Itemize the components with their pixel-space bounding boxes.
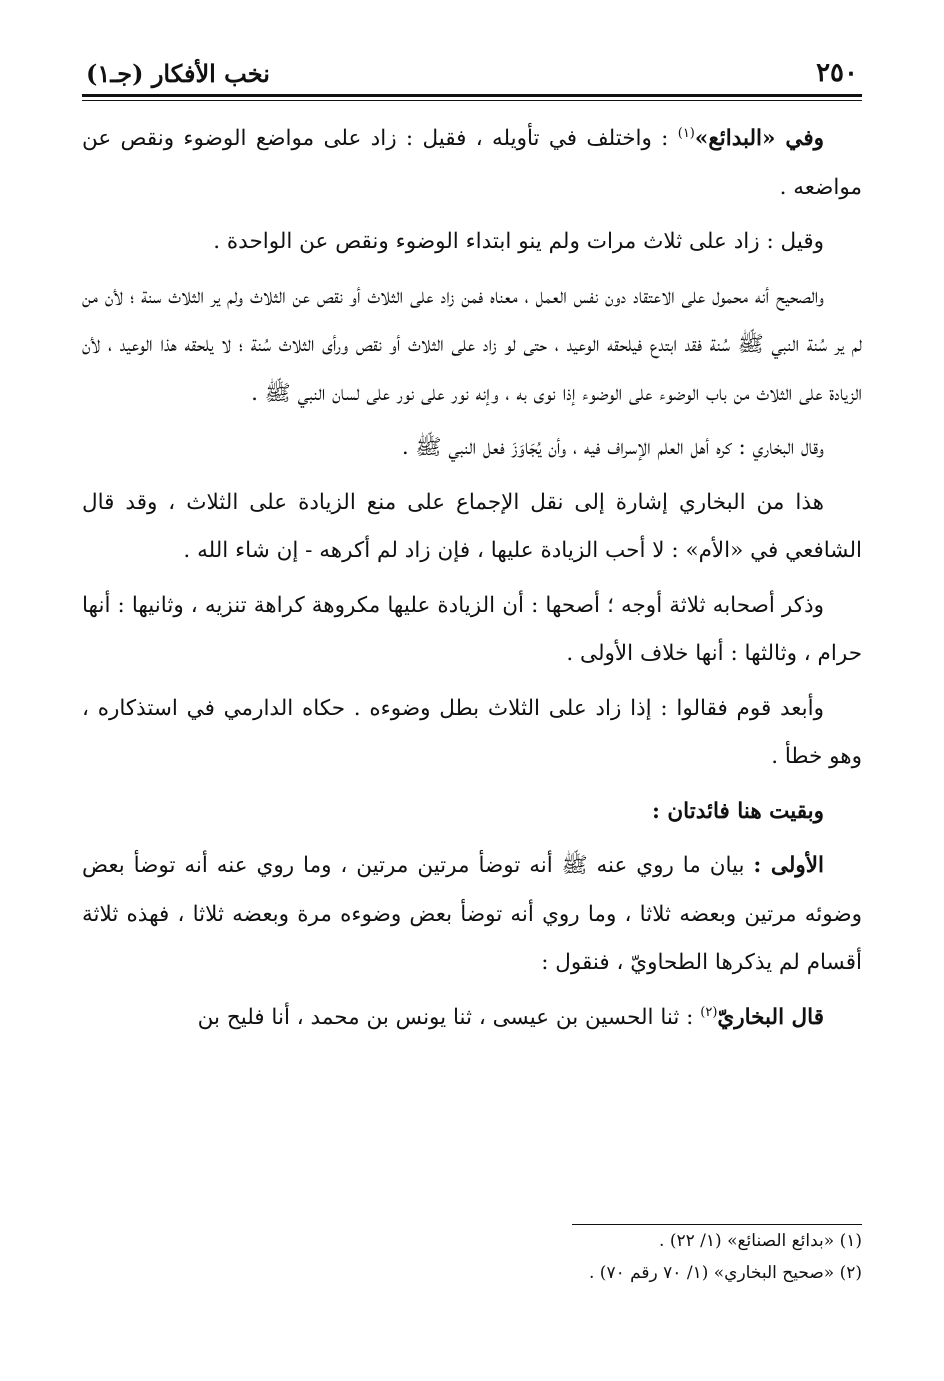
header-rule-thin <box>82 100 862 101</box>
paragraph-text: وقال البخاري : كره أهل العلم الإسراف فيه ، وأن يُجَاوَزَ فعل النبي ﷺ . <box>401 435 824 460</box>
footnote-1: (١) «بدائع الصنائع» (١/ ٢٢) . <box>659 1231 862 1251</box>
paragraph-awjuh <box>82 582 862 679</box>
paragraph-text: : ثنا الحسين بن عيسى ، ثنا يونس بن محمد ، أنا فليح بن <box>197 1004 701 1030</box>
footnotes <box>82 1224 862 1289</box>
paragraph-text: وقيل : زاد على ثلاث مرات ولم ينو ابتداء الوضوء ونقص عن الواحدة . <box>213 229 824 254</box>
paragraph-abad <box>82 685 862 782</box>
paragraph-text: بيان ما روي عنه ﷺ أنه توضأ مرتين مرتين ، وما روي عنه أنه توضأ بعض وضوئه مرتين وبعضه ثلاثا ، وما روي أنه توضأ بعض وضوءه مرة وبعضه ثلاثا ، فهذه ثلاثة أقسام لم يذكرها الطحاويّ ، فنقول : <box>82 853 862 975</box>
footnote-ref: (٢) <box>700 1004 718 1020</box>
paragraph-text: وذكر أصحابه ثلاثة أوجه ؛ أصحها : أن الزيادة عليها مكروهة كراهة تنزيه ، وثانيها : أنها حرام ، وثالثها : أنها خلاف الأولى . <box>82 592 862 666</box>
paragraph-sahih <box>82 273 862 419</box>
page <box>82 40 862 1048</box>
section-heading: وبقيت هنا فائدتان : <box>651 798 824 824</box>
paragraph-lead: وفي «البدائع» <box>694 126 824 151</box>
paragraph-badaai <box>82 115 862 212</box>
body-text <box>82 115 862 1042</box>
paragraph-ijmaa <box>82 479 862 576</box>
paragraph-text: هذا من البخاري إشارة إلى نقل الإجماع على منع الزيادة على الثلاث ، وقد قال الشافعي في «الأم» : لا أحب الزيادة عليها ، فإن زاد لم أكرهه - إن شاء الله . <box>82 489 862 563</box>
paragraph-text: : واختلف في تأويله ، فقيل : زاد على مواضع الوضوء ونقص عن مواضعه . <box>82 126 862 200</box>
header-rule-thick <box>82 94 862 97</box>
paragraph-lead: الأولى : <box>753 853 824 878</box>
footnote-2: (٢) «صحيح البخاري» (١/ ٧٠ رقم ٧٠) . <box>588 1263 862 1283</box>
footnote-ref: (١) <box>677 125 695 141</box>
paragraph-bukhari-quote <box>82 424 862 473</box>
paragraph-text: والصحيح أنه محمول على الاعتقاد دون نفس العمل ، معناه فمن زاد على الثلاث أو نقص عن الثلاث ولم ير الثلاث سنة ؛ لأن من لم ير سُنة النبي ﷺ سُنة فقد ابتدع فيلحقه الوعيد ، حتى لو زاد على الثلاث أو نقص ورأى الثلاث سُنة ؛ لا يلحقه هذا الوعيد ، لأن الزيادة على الثلاث من باب الوضوء على الوضوء إذا نوى به ، وإنه نور على نور على لسان النبي ﷺ . <box>82 283 862 406</box>
paragraph-ula <box>82 842 862 988</box>
page-number: ٢٥٠ <box>816 58 858 88</box>
book-title: نخب الأفكار (جـ١) <box>86 59 270 88</box>
page-header <box>82 40 862 88</box>
paragraph-lead: قال البخاريّ <box>717 1004 824 1030</box>
paragraph-bukhari-isnad <box>82 994 862 1043</box>
paragraph-qila <box>82 218 862 267</box>
paragraph-text: وأبعد قوم فقالوا : إذا زاد على الثلاث بطل وضوءه . حكاه الدارمي في استذكاره ، وهو خطأ . <box>82 695 862 769</box>
